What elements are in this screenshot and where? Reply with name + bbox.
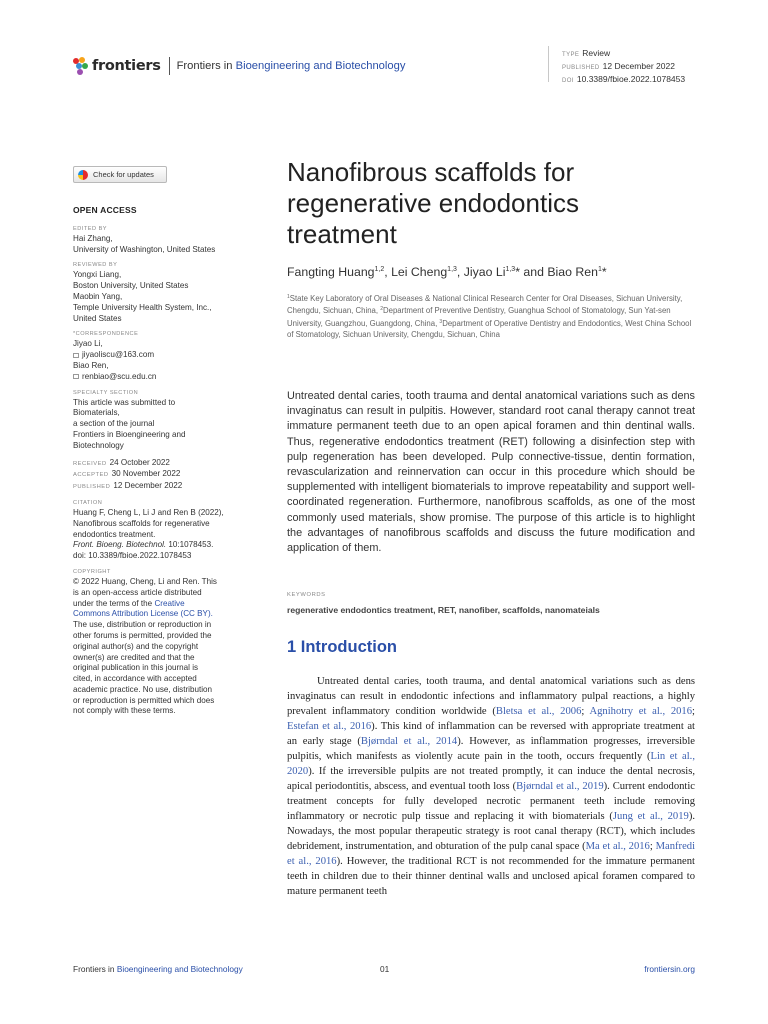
footer-journal[interactable] xyxy=(73,964,243,974)
mail-icon xyxy=(73,374,79,379)
copyright-line: cited, in accordance with accepted xyxy=(73,674,197,684)
accepted-label: ACCEPTED xyxy=(73,472,109,479)
citation-label: CITATION xyxy=(73,499,103,506)
citation-link[interactable]: Estefan et al., 2016 xyxy=(287,721,372,732)
citation-volume: 10:1078453. xyxy=(166,540,214,550)
article-meta xyxy=(562,48,685,87)
affiliation-text: Department of Preventive Dentistry, Guanghua School of Stomatology, Sun Yat-sen University, Guangzhou, Guangdong, China, xyxy=(287,306,671,328)
journal-name: Bioengineering and Biotechnology xyxy=(235,60,406,72)
author-affiliation-marker: 1,3 xyxy=(505,266,516,273)
brand-name: frontiers xyxy=(92,58,161,74)
check-for-updates-label: Check for updates xyxy=(93,170,154,179)
citation-doi[interactable]: doi: 10.3389/fbioe.2022.1078453 xyxy=(73,551,192,561)
specialty-line: Biotechnology xyxy=(73,440,124,450)
introduction-paragraph xyxy=(287,674,695,899)
copyright-line: original publication in this journal is xyxy=(73,663,199,673)
body-text-run: Untreated dental caries, tooth trauma, and dental anatomical variations such as dens invaginatus can result in endodontic infections and inflammatory pulpal reactions, a highly prevalent inflammatory condition worldwide ( xyxy=(287,676,695,717)
copyright-line: © 2022 Huang, Cheng, Li and Ren. This xyxy=(73,576,217,586)
accepted-date: 30 November 2022 xyxy=(111,469,181,479)
footer-journal-prefix: Frontiers in xyxy=(73,964,117,974)
open-access-label: OPEN ACCESS xyxy=(73,205,137,215)
citation-link[interactable]: Bjørndal et al., 2019 xyxy=(516,781,604,792)
reviewed-by xyxy=(73,261,241,324)
email-link[interactable] xyxy=(73,350,241,361)
citation-line: Huang F, Cheng L, Li J and Ren B (2022), xyxy=(73,507,224,517)
correspondence-label: *CORRESPONDENCE xyxy=(73,331,139,338)
edited-by-label: EDITED BY xyxy=(73,225,108,232)
body-text-run: ). However, as inflammation progresses, irreversible pulpitis, which manifests as violently acute pain in the tooth, occurs frequently ( xyxy=(287,736,695,762)
citation-link[interactable]: Bjørndal et al., 2014 xyxy=(360,736,458,747)
article-dates xyxy=(73,458,241,493)
doi-value[interactable]: 10.3389/fbioe.2022.1078453 xyxy=(576,74,686,84)
body-text-run: ; xyxy=(581,706,590,717)
citation-line: endodontics treatment. xyxy=(73,529,156,539)
copyright-line: owner(s) are credited and that the xyxy=(73,652,195,662)
check-for-updates-button[interactable] xyxy=(73,166,167,183)
citation-link[interactable]: Manfredi et al., 2016 xyxy=(287,841,696,867)
reviewer-line: United States xyxy=(73,313,122,323)
author-name[interactable]: Biao Ren xyxy=(547,265,598,279)
author-name[interactable]: Lei Cheng xyxy=(391,265,448,279)
affiliations xyxy=(287,292,697,340)
email-link[interactable] xyxy=(73,372,241,383)
copyright-label: COPYRIGHT xyxy=(73,568,111,575)
citation-link[interactable]: Jung et al., 2019 xyxy=(612,811,689,822)
citation-link[interactable]: Bletsa et al., 2006 xyxy=(495,706,582,717)
author-list: Fangting Huang$^{1,2}$, Lei Cheng$^{1,3}$, Jiyao Li$^{1,3}$* and Biao Ren$^1$* xyxy=(287,265,607,279)
citation-link[interactable]: Ma et al., 2016 xyxy=(585,841,650,852)
published-label: PUBLISHED xyxy=(73,484,111,491)
affiliation-number: 3 xyxy=(439,318,443,325)
citation-journal: Front. Bioeng. Biotechnol. xyxy=(73,540,167,550)
keywords: regenerative endodontics treatment, RET, nanofiber, scaffolds, nanomateials xyxy=(287,605,600,615)
affiliation-number: 1 xyxy=(287,294,290,300)
affiliation-text: State Key Laboratory of Oral Diseases & National Clinical Research Center for Oral Diseases, Sichuan University, Chengdu, Sichuan, China, xyxy=(287,294,683,316)
article-title: Nanofibrous scaffolds for regenerative endodontics treatment xyxy=(287,157,579,249)
page-number: 01 xyxy=(380,964,390,974)
license-link[interactable]: Creative xyxy=(154,598,185,608)
copyright-line: other forums is permitted, provided the xyxy=(73,630,212,640)
author-name[interactable]: Jiyao Li xyxy=(463,265,506,279)
specialty-line: This article was submitted to xyxy=(73,397,176,407)
reviewer-line: Boston University, United States xyxy=(73,281,189,291)
body-text-run: ; xyxy=(692,706,695,717)
received-label: RECEIVED xyxy=(73,460,107,467)
type-value: Review xyxy=(582,48,611,58)
crossmark-icon xyxy=(78,170,88,180)
editor-name: Hai Zhang, xyxy=(73,233,113,243)
footer-site-link[interactable]: frontiersin.org xyxy=(644,964,695,974)
corresponding-marker: * xyxy=(601,265,607,279)
body-text-run: ; xyxy=(649,841,656,852)
footer-journal-name: Bioengineering and Biotechnology xyxy=(116,964,243,974)
keywords-label: KEYWORDS xyxy=(287,592,326,598)
frontiers-logo[interactable] xyxy=(73,57,405,75)
citation-link[interactable]: Agnihotry et al., 2016 xyxy=(589,706,693,717)
meta-divider xyxy=(548,46,549,82)
published-date: 12 December 2022 xyxy=(113,481,183,491)
header-divider xyxy=(169,57,170,75)
copyright-line: under the terms of the xyxy=(73,598,155,608)
reviewer-line: Maobin Yang, xyxy=(73,291,123,301)
body-text-run: ). If the irreversible pulpits are not treated promptly, it can induce the dental necrosis, apical periodontitis, abscess, and eventual tooth loss ( xyxy=(287,766,695,792)
copyright-line: or reproduction is permitted which does xyxy=(73,695,215,705)
body-text-run: ). This kind of inflammation can be reversed with appropriate treatment at an early stage ( xyxy=(287,721,695,747)
citation-line: Nanofibrous scaffolds for regenerative xyxy=(73,518,210,528)
author-affiliation-marker: 1,3 xyxy=(447,266,457,273)
copyright xyxy=(73,568,241,717)
body-text-run: ). Current endodontic treatment concepts for fully developed necrotic permanent teeth include removing inflammatory or necrotic pulp tissue and replacing it with biomaterials ( xyxy=(287,781,696,822)
author-name[interactable]: Fangting Huang xyxy=(287,265,375,279)
type-label: TYPE xyxy=(562,52,580,58)
journal-prefix: Frontiers in xyxy=(176,60,236,72)
corresponding-author: Biao Ren, xyxy=(73,360,109,370)
affiliation-text: Department of Operative Dentistry and Endodontics, West China School of Stomatology, Sichuan University, Chengdu, Sichuan, China xyxy=(287,318,692,339)
body-text-run: ). However, the traditional RCT is not recommended for the immature permanent teeth in children due to their thinner dentinal walls and unclosed apical foramen compared to mature permanent teeth xyxy=(287,856,695,897)
body-text-run: ). Nowadays, the most popular therapeutic strategy is root canal therapy (RCT), which includes debridement, instrumentation, and obturation of the pulp canal space ( xyxy=(287,811,696,852)
reviewer-line: Yongxi Liang, xyxy=(73,270,122,280)
published-label: PUBLISHED xyxy=(562,65,600,71)
corresponding-marker: * xyxy=(515,265,520,279)
section-heading: 1 Introduction xyxy=(287,638,397,656)
author-affiliation-marker: 1 xyxy=(597,266,602,273)
citation xyxy=(73,499,241,562)
published-value: 12 December 2022 xyxy=(602,61,675,71)
license-link[interactable]: Commons Attribution License (CC BY). xyxy=(73,609,213,619)
editor-affiliation: University of Washington, United States xyxy=(73,244,216,254)
specialty-line: Frontiers in Bioengineering and xyxy=(73,429,186,439)
doi-label: DOI xyxy=(562,78,574,84)
frontiers-logo-icon xyxy=(73,57,89,75)
received-date: 24 October 2022 xyxy=(109,457,170,467)
specialty-section-label: SPECIALTY SECTION xyxy=(73,389,139,396)
copyright-line: original author(s) and the copyright xyxy=(73,641,199,651)
specialty-section xyxy=(73,389,241,452)
specialty-line: a section of the journal xyxy=(73,419,155,429)
citation-link[interactable]: Lin et al., 2020 xyxy=(287,751,695,777)
sidebar xyxy=(73,205,241,723)
reviewer-line: Temple University Health System, Inc., xyxy=(73,302,212,312)
edited-by xyxy=(73,225,241,256)
abstract: Untreated dental caries, tooth trauma and dental anatomical variations such as dens invaginatus can result in pulpitis. However, standard root canal therapy cannot treat immature permanent teeth due to an open apical foramen and thin dentinal walls. Thus, regenerative endodontics treatment (RET) following a disinfection step with pulp regeneration has been developed. Pulp connective-tissue, dentin formation, revascularization and reinnervation can occur in this procedure which should be supplemented with intelligent biomaterials to improve repeatability and support well-coordinated regeneration. Furthermore, nanofibrous scaffolds, as one of the most commonly used materials, show promise. The purpose of this article is to highlight the advantages of nanofibrous scaffolds and discuss the future modification and application of them. xyxy=(287,390,695,555)
reviewed-by-label: REVIEWED BY xyxy=(73,262,118,269)
specialty-line: Biomaterials, xyxy=(73,408,120,418)
copyright-line: The use, distribution or reproduction in xyxy=(73,620,212,630)
copyright-line: is an open-access article distributed xyxy=(73,587,202,597)
journal-header[interactable] xyxy=(177,60,406,72)
copyright-line: academic practice. No use, distribution xyxy=(73,684,213,694)
mail-icon xyxy=(73,353,79,358)
affiliation-number: 2 xyxy=(380,306,383,313)
author-affiliation-marker: 1,2 xyxy=(374,266,385,273)
correspondence xyxy=(73,330,241,382)
copyright-line: not comply with these terms. xyxy=(73,706,176,716)
email-address: jiyaoliscu@163.com xyxy=(82,350,155,360)
email-address: renbiao@scu.edu.cn xyxy=(82,371,157,381)
corresponding-author: Jiyao Li, xyxy=(73,339,103,349)
